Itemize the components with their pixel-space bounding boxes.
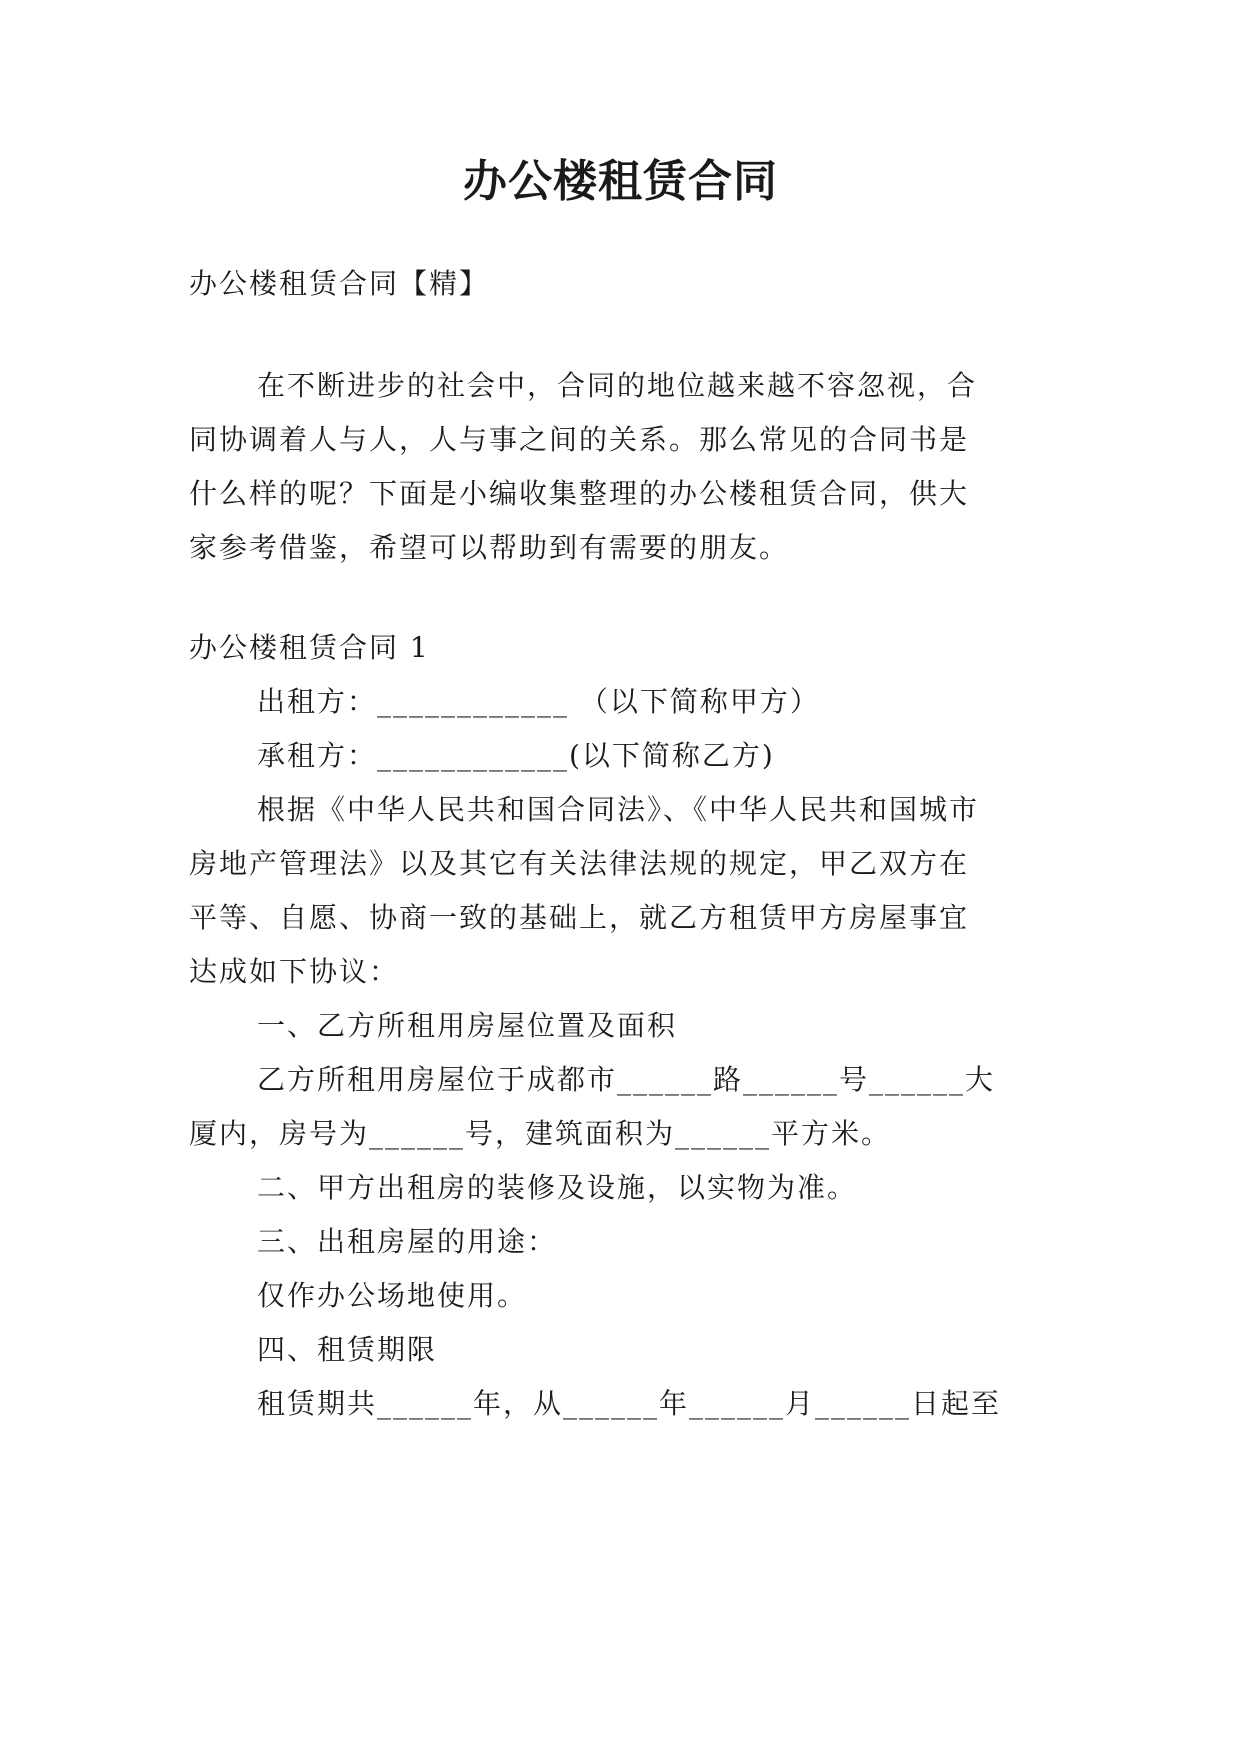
clause3-heading: 三、出租房屋的用途： bbox=[257, 1225, 558, 1258]
clause4-body: 租赁期共______年，从______年______月______日起至 bbox=[257, 1387, 1002, 1420]
intro-line-3: 什么样的呢？下面是小编收集整理的办公楼租赁合同，供大 bbox=[189, 477, 970, 510]
clause1-body-line-1: 乙方所租用房屋位于成都市______路______号______大 bbox=[257, 1063, 996, 1096]
clause3-body: 仅作办公场地使用。 bbox=[257, 1279, 528, 1312]
basis-line-2: 房地产管理法》以及其它有关法律法规的规定，甲乙双方在 bbox=[189, 847, 970, 880]
intro-line-4: 家参考借鉴，希望可以帮助到有需要的朋友。 bbox=[189, 531, 790, 564]
lessor-line: 出租方：____________ （以下简称甲方） bbox=[257, 685, 820, 718]
lessee-line: 承租方：____________(以下简称乙方) bbox=[257, 739, 775, 772]
document-subtitle: 办公楼租赁合同【精】 bbox=[189, 267, 490, 300]
clause4-heading: 四、租赁期限 bbox=[257, 1333, 438, 1366]
intro-line-2: 同协调着人与人，人与事之间的关系。那么常见的合同书是 bbox=[189, 423, 970, 456]
document-title: 办公楼租赁合同 bbox=[463, 156, 778, 207]
clause2-line: 二、甲方出租房的装修及设施，以实物为准。 bbox=[257, 1171, 858, 1204]
section-heading: 办公楼租赁合同 1 bbox=[189, 631, 430, 664]
clause1-heading: 一、乙方所租用房屋位置及面积 bbox=[257, 1009, 678, 1042]
clause1-body-line-2: 厦内，房号为______号，建筑面积为______平方米。 bbox=[189, 1117, 892, 1150]
basis-line-4: 达成如下协议： bbox=[189, 955, 400, 988]
basis-line-1: 根据《中华人民共和国合同法》、《中华人民共和国城市 bbox=[257, 793, 980, 826]
basis-line-3: 平等、自愿、协商一致的基础上，就乙方租赁甲方房屋事宜 bbox=[189, 901, 970, 934]
intro-line-1: 在不断进步的社会中，合同的地位越来越不容忽视，合 bbox=[257, 369, 978, 402]
